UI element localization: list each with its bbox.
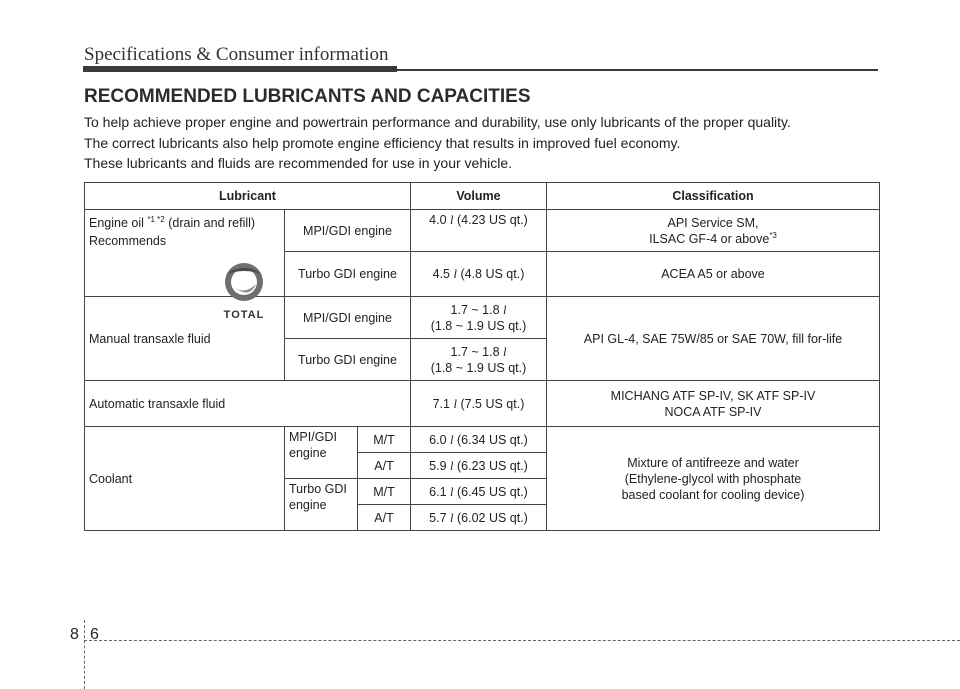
intro-line-2: The correct lubricants also help promote engine efficiency that results in improved fuel economy.: [84, 134, 681, 151]
footer-horizontal-guide: [84, 640, 960, 641]
engine-oil-classification-1: API Service SM, ILSAC GF-4 or above$^{*3}$: [547, 210, 880, 252]
header-rule-dark: [83, 66, 397, 72]
engine-oil-suffix: (drain and refill): [168, 216, 256, 230]
coolant-classification: Mixture of antifreeze and water (Ethylene-glycol with phosphate based coolant for cooling device): [547, 427, 880, 531]
coolant-trans-1: M/T: [358, 427, 411, 453]
coolant-engine-2: Turbo GDI engine: [285, 479, 358, 531]
manual-engine-2: Turbo GDI engine: [285, 339, 411, 381]
manual-transaxle-label: Manual transaxle fluid: [85, 297, 285, 381]
header-lubricant: Lubricant: [85, 183, 411, 210]
coolant-trans-3: M/T: [358, 479, 411, 505]
engine-oil-label-cell: [85, 210, 285, 321]
table-row: [85, 210, 880, 252]
section-header: Specifications & Consumer information: [84, 44, 389, 65]
header-rule-thin: [397, 69, 878, 71]
intro-text: [84, 112, 884, 174]
intro-line-3: These lubricants and fluids are recommended for use in your vehicle.: [84, 155, 512, 171]
coolant-volume-2: 5.9 l (6.23 US qt.): [411, 453, 547, 479]
manual-volume-2: 1.7 ~ 1.8 l (1.8 ~ 1.9 US qt.): [411, 339, 547, 381]
coolant-trans-4: A/T: [358, 505, 411, 531]
page-title: RECOMMENDED LUBRICANTS AND CAPACITIES: [84, 86, 531, 107]
engine-oil-classification-2: ACEA A5 or above: [547, 252, 880, 297]
engine-oil-volume-2: 4.5 l (4.8 US qt.): [411, 252, 547, 297]
footer-vertical-guide: [84, 620, 86, 689]
page-number-chapter: 8: [70, 626, 79, 643]
coolant-volume-3: 6.1 l (6.45 US qt.): [411, 479, 547, 505]
engine-oil-label: Engine oil: [89, 216, 144, 230]
manual-engine-1: MPI/GDI engine: [285, 297, 411, 339]
total-logo-text: TOTAL: [223, 309, 265, 321]
coolant-volume-1: 6.0 l (6.34 US qt.): [411, 427, 547, 453]
coolant-trans-2: A/T: [358, 453, 411, 479]
engine-oil-volume-1: 4.0 l (4.23 US qt.): [411, 210, 547, 252]
header-volume: Volume: [411, 183, 547, 210]
engine-oil-superscript: *1 *2: [147, 214, 165, 224]
automatic-transaxle-label: Automatic transaxle fluid: [85, 381, 411, 427]
table-row: [85, 297, 880, 339]
automatic-classification: MICHANG ATF SP-IV, SK ATF SP-IV NOCA ATF SP-IV: [547, 381, 880, 427]
page-number-page: 6: [90, 626, 99, 643]
table-header-row: [85, 183, 880, 210]
coolant-engine-1: MPI/GDI engine: [285, 427, 358, 479]
header-classification: Classification: [547, 183, 880, 210]
engine-oil-recommends: Recommends: [89, 234, 167, 248]
table-row: [85, 381, 880, 427]
manual-classification: API GL-4, SAE 75W/85 or SAE 70W, fill for-life: [547, 297, 880, 381]
total-logo-icon: [216, 260, 272, 324]
lubricants-table: [84, 182, 880, 531]
engine-oil-engine-1: MPI/GDI engine: [285, 210, 411, 252]
intro-line-1: To help achieve proper engine and powertrain performance and durability, use only lubricants of the proper quality.: [84, 114, 791, 130]
table-row: [85, 427, 880, 453]
automatic-volume: 7.1 l (7.5 US qt.): [411, 381, 547, 427]
coolant-label: Coolant: [85, 427, 285, 531]
manual-volume-1: 1.7 ~ 1.8 l (1.8 ~ 1.9 US qt.): [411, 297, 547, 339]
coolant-volume-4: 5.7 l (6.02 US qt.): [411, 505, 547, 531]
engine-oil-engine-2: Turbo GDI engine: [285, 252, 411, 297]
